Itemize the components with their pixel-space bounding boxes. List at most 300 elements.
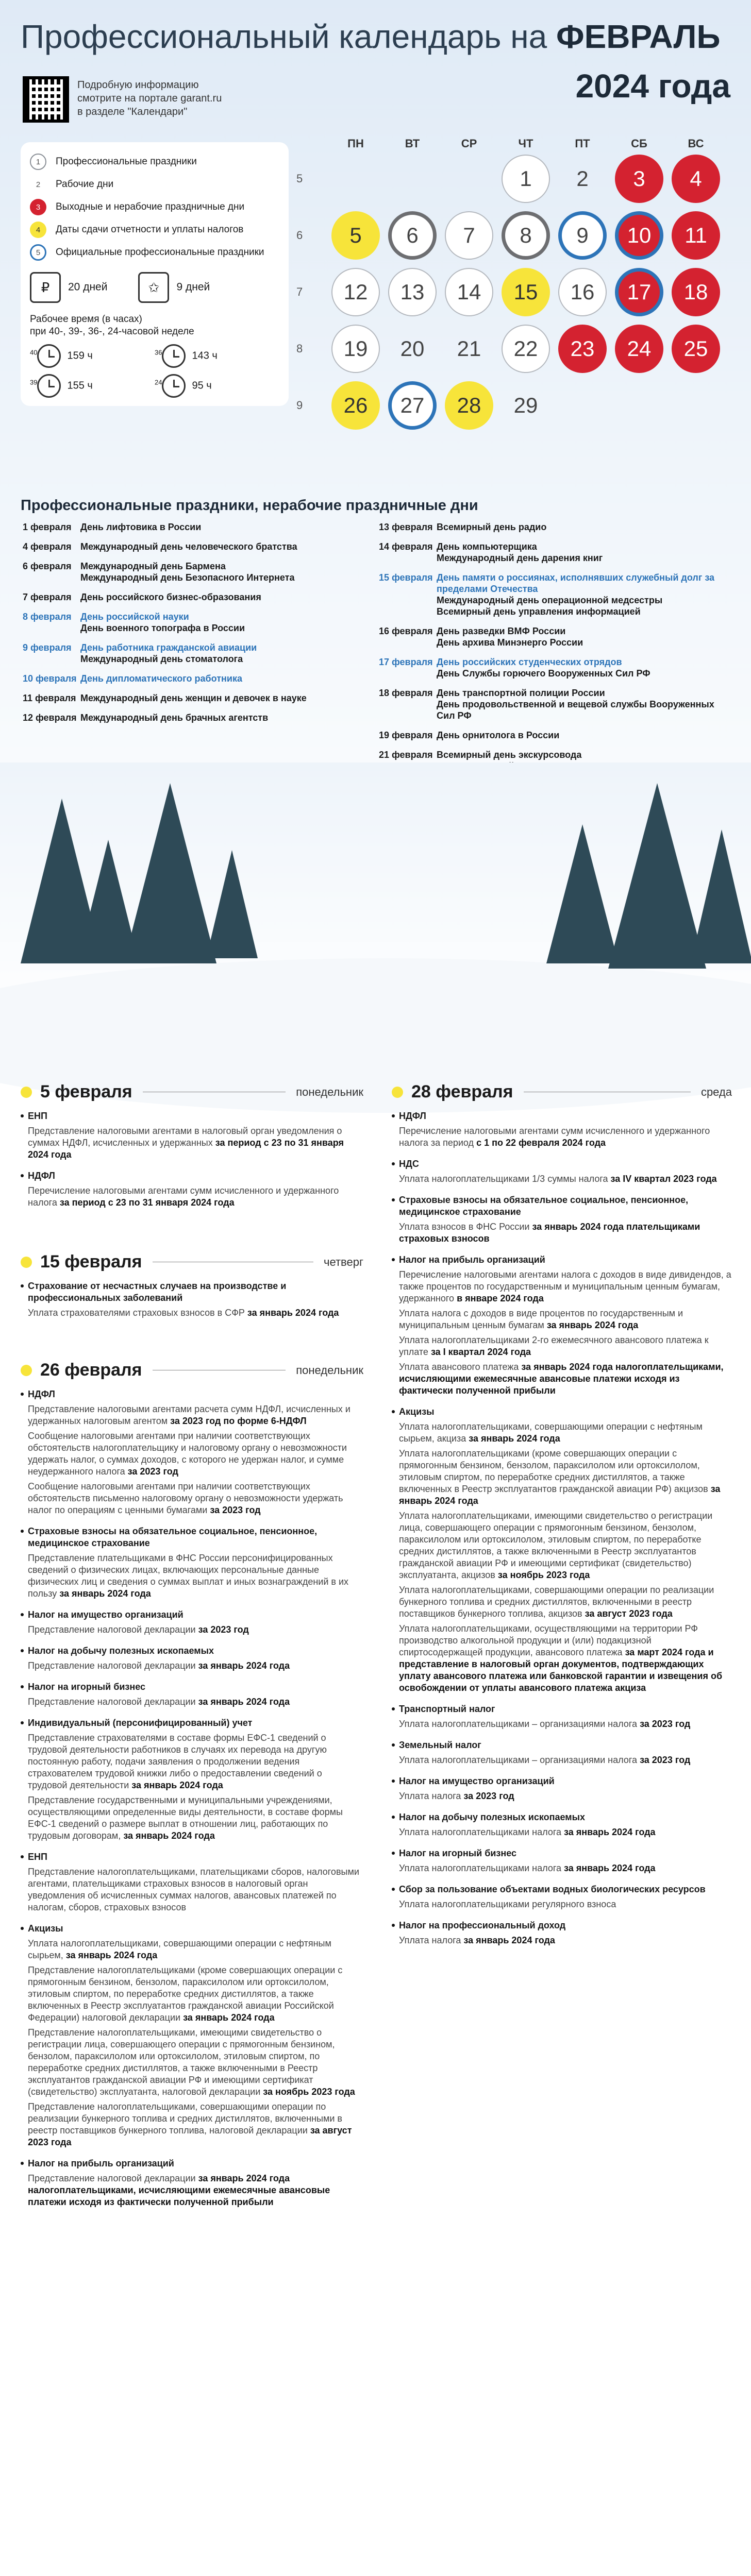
weekday-label: ВС: [688, 137, 704, 150]
deadline-text: [21, 1403, 363, 1427]
calendar-day[interactable]: 10: [615, 211, 663, 260]
holiday-entry: [23, 561, 342, 583]
deadline-desc: Представление налоговой декларации: [28, 1697, 196, 1707]
deadline-period: за январь 2024 года: [564, 1827, 656, 1837]
calendar-day[interactable]: 1: [502, 155, 550, 203]
calendar-day[interactable]: 3: [615, 155, 663, 203]
ruble-icon: ₽: [30, 272, 61, 303]
deadline-text: [21, 1430, 363, 1478]
legend-item: [30, 150, 279, 173]
holiday-date: 12 февраля: [23, 713, 77, 723]
deadline-section-28: 28 февраля среда НДФЛ Перечисление налоговыми агентами сумм исчисленного и удержанного налога за период с 1 по 22 февраля 2024 года НДС Уплата налогоплательщиками 1/3 суммы налога за IV квартал 2023 года Страховые взносы на обязательное социальное, пенсионное, медицинское страхование Уплата взносов в ФНС России за январь 2024 года плательщиками страховых взносов Налог на прибыль организаций Перечисление налоговыми агентами налога с доходов в виде дивидендов, а также процентов по государственным и муниципальным ценным бумагам, удержанного в январе 2024 года Уплата налога с доходов в виде процентов по государственным и муниципальным ценным бумагам за январь 2024 года Уплата налогоплательщиками 2-го ежемесячного авансового платежа к уплате за I квартал 2024 года Уплата авансового платежа за январь 2024 года налогоплательщиками, исчисляющими ежемесячные авансовые платежи исходя из фактически полученной прибыли Акцизы Уплата налогоплательщиками, совершающими операции с нефтяным сырьем, акциза за январь 2024 года Уплата налогоплательщиками (кроме совершающих операции с прямогонным бензином, бензолом, параксилолом или ортоксилолом, этиловым спиртом, по переработке средних дистиллятов, а также включенных в Реестр эксплуатантов гражданской авиации РФ) акцизов за январь 2024 года Уплата налогоплательщиками, имеющими свидетельство о регистрации лица, совершающего операции с прямогонным бензином, бензолом, параксилолом или ортоксилолом, этиловым спиртом, по переработке средних дистиллятов, а также включенными в Реестр эксплуатантов гражданской авиации РФ и имеющими сертификат (свидетельство) эксплуатанта, акцизов за ноябрь 2023 года Уплата налогоплательщиками, совершающими операции по реализации бункерного топлива и средних дистиллятов, включенными в реестр поставщиков бункерного топлива, акцизов за август 2023 года Уплата налогоплательщиками, осуществляющими на территории РФ производство алкогольной продукции и (или) подакцизной спиртосодержащей продукции, авансового платежа за март 2024 года и представление в налоговый орган документов, подтверждающих уплату авансового платежа или банковской гарантии и извещения об освобождении от уплаты авансового платежа акциза Транспортный налог Уплата налогоплательщиками – организациями налога за 2023 год Земельный налог Уплата налогоплательщиками – организациями налога за 2023 год Налог на имущество организаций Уплата налога за 2023 год Налог на добычу полезных ископаемых Уплата налогоплательщиками налога за январь 2024 года Налог на игорный бизнес Уплата налогоплательщиками налога за январь 2024 года Сбор за пользование объектами водных биологических ресурсов Уплата налогоплательщиками регулярного взноса Налог на профессиональный доход Уплата налога за январь 2024 года: [392, 1082, 732, 1946]
holiday-name: День орнитолога в России: [437, 730, 560, 740]
deadline-heading: Налог на имущество организаций: [21, 1609, 363, 1621]
deadline-heading: Страхование от несчастных случаев на производстве и профессиональных заболеваний: [21, 1280, 363, 1304]
holiday-date: 17 февраля: [379, 657, 433, 667]
hours-item: [155, 344, 279, 368]
deadline-text: [21, 1552, 363, 1600]
deadline-heading: ЕНП: [21, 1110, 363, 1122]
legend-marker: 5: [30, 244, 46, 261]
calendar-cell: [611, 268, 667, 316]
deadline-desc: Перечисление налоговыми агентами сумм исчисленного и удержанного налога: [28, 1185, 339, 1208]
deadline-period: за I квартал 2024 года: [430, 1347, 531, 1357]
deadline-text: [392, 1623, 732, 1694]
deadline-desc: Уплата налогоплательщиками (кроме совершающих операции с прямогонным бензином, бензолом, параксилолом или ортоксилолом, этиловым спиртом, по переработке средних дистиллятов, а также включенных в Реестр эксплуатантов гражданской авиации РФ) акцизов: [399, 1448, 708, 1494]
deadline-period: за январь 2024 года налогоплательщиками, исчисляющими ежемесячные авансовые платежи исходя из фактически полученной прибыли: [28, 2173, 330, 2207]
deadline-dot-icon: [21, 1257, 32, 1268]
deadline-text: [392, 1361, 732, 1397]
deadline-desc: Представление налоговыми агентами расчета сумм НДФЛ, исчисленных и удержанных налоговым агентом: [28, 1404, 351, 1426]
deadline-desc: Представление страхователями в составе формы ЕФС-1 сведений о трудовой деятельности работников в случаях их перевода на другую постоянную работу, подачи заявления о продолжении ведения страхователем трудовой книжки либо о предоставлении сведений о трудовой деятельности: [28, 1733, 327, 1790]
calendar-day[interactable]: 24: [615, 325, 663, 373]
holiday-name: День дипломатического работника: [80, 673, 242, 684]
clock-icon: [37, 374, 61, 398]
holiday-date: 11 февраля: [23, 693, 76, 703]
calendar-cell: [611, 325, 667, 373]
deadline-heading: Страховые взносы на обязательное социальное, пенсионное, медицинское страхование: [392, 1194, 732, 1218]
deadline-heading: Акцизы: [21, 1923, 363, 1935]
calendar-cell: [441, 325, 497, 373]
deadline-desc: Представление налоговой декларации: [28, 1660, 196, 1671]
clock-icon: [37, 344, 61, 368]
holiday-names: [80, 712, 268, 723]
calendar-day[interactable]: 12: [331, 268, 380, 316]
deadline-heading: НДФЛ: [21, 1388, 363, 1400]
deadline-desc: Уплата налога с доходов в виде процентов по государственным и муниципальным ценным бумагам: [399, 1308, 683, 1330]
calendar-day[interactable]: 17: [615, 268, 663, 316]
calendar-day[interactable]: 29: [513, 393, 538, 417]
weekday-label: СР: [461, 137, 477, 150]
deadline-heading: Налог на профессиональный доход: [392, 1920, 732, 1931]
holiday-name: День транспортной полиции России: [437, 688, 605, 698]
deadline-text: [21, 1624, 363, 1636]
holiday-entry: [23, 673, 342, 684]
hours-value: 159 ч: [67, 350, 93, 362]
holiday-date: 6 февраля: [23, 561, 72, 571]
calendar-cell: [384, 381, 441, 430]
holidays-title: Профессиональные праздники, нерабочие праздничные дни: [21, 497, 478, 514]
legend-label: Выходные и нерабочие праздничные дни: [56, 201, 245, 212]
holiday-name: Международный день операционной медсестры: [437, 595, 663, 605]
deadline-heading: НДФЛ: [392, 1110, 732, 1122]
legend-marker: 2: [30, 176, 46, 193]
calendar-day[interactable]: 14: [445, 268, 493, 316]
deadline-text: [21, 1938, 363, 1961]
weekday-label: СБ: [631, 137, 647, 150]
holiday-entry: [379, 730, 729, 741]
holiday-names: [437, 730, 559, 741]
week-number: 8: [296, 342, 303, 355]
deadline-text: [392, 1826, 732, 1838]
deadline-period: за январь 2024 года: [546, 1320, 639, 1330]
deadline-period: за 2023 год: [127, 1466, 178, 1477]
calendar-cell: [667, 155, 724, 203]
holiday-name: День российских студенческих отрядов: [437, 657, 622, 667]
holiday-name: День компьютерщика: [437, 541, 537, 552]
holiday-date: 21 февраля: [379, 750, 433, 760]
deadline-desc: Перечисление налоговыми агентами сумм исчисленного и удержанного налога за период: [399, 1126, 710, 1148]
calendar-grid: [296, 137, 729, 434]
deadline-period: за январь 2024 года: [131, 1780, 223, 1790]
holiday-entry: [23, 642, 342, 665]
deadline-text: [21, 1696, 363, 1708]
holiday-name: День продовольственной и вещевой службы Вооруженных Сил РФ: [437, 699, 714, 721]
weekday-label: ЧТ: [518, 137, 533, 150]
holiday-name: День российского бизнес-образования: [80, 592, 261, 602]
legend-item: [30, 173, 279, 196]
calendar-day[interactable]: 9: [558, 211, 607, 260]
hours-item: [155, 374, 279, 398]
calendar-day[interactable]: 7: [445, 211, 493, 260]
deadline-desc: Уплата страхователями страховых взносов в СФР: [28, 1308, 245, 1318]
legend-item: [30, 218, 279, 241]
holiday-name: Всемирный день экскурсовода: [437, 750, 582, 760]
holiday-entry: [23, 541, 342, 552]
calendar-day[interactable]: 6: [388, 211, 437, 260]
deadline-text: [392, 1790, 732, 1802]
calendar-week: [296, 264, 729, 320]
info-text: Подробную информацию смотрите на портале garant.ru в разделе "Календари": [77, 79, 222, 117]
calendar-cell: [667, 325, 724, 373]
week-number: 7: [296, 285, 303, 298]
calendar-day[interactable]: 2: [576, 166, 589, 191]
deadline-period: за январь 2024 года: [399, 1484, 721, 1506]
deadline-desc: Представление налогоплательщиками (кроме совершающих операции с прямогонным бензином, бензолом, параксилолом или ортоксилолом, этиловым спиртом, по переработке средних дистиллятов, а также включенных в Реестр эксплуатантов гражданской авиации Российской Федерации) налоговой декларации: [28, 1965, 343, 2023]
holiday-date: 7 февраля: [23, 592, 72, 602]
deadline-desc: Представление налоговой декларации: [28, 2173, 196, 2183]
deadline-heading: Налог на прибыль организаций: [392, 1254, 732, 1266]
holiday-names: [437, 656, 650, 679]
deadline-section-15: 15 февраля четверг Страхование от несчастных случаев на производстве и профессиональных заболеваний Уплата страхователями страховых взносов в СФР за январь 2024 года: [21, 1252, 363, 1319]
deadline-period: за август 2023 года: [28, 2125, 352, 2147]
legend-item: [30, 196, 279, 218]
calendar-day[interactable]: 28: [445, 381, 493, 430]
deadline-text: [392, 1269, 732, 1304]
calendar-cell: [554, 325, 611, 373]
deadline-text: [392, 1718, 732, 1730]
off-days-count: ✩ 9 дней: [138, 272, 210, 303]
calendar-week: [296, 320, 729, 377]
page-title: Профессиональный календарь на ФЕВРАЛЬ: [21, 18, 721, 55]
deadline-heading: Транспортный налог: [392, 1703, 732, 1715]
deadline-desc: Уплата авансового платежа: [399, 1362, 519, 1372]
calendar-day[interactable]: 25: [672, 325, 720, 373]
holiday-names: [80, 692, 307, 704]
deadline-period: за 2023 год: [198, 1624, 249, 1635]
holiday-names: [80, 591, 261, 603]
holiday-name: Всемирный день радио: [437, 522, 547, 532]
deadline-text: [392, 1584, 732, 1620]
deadline-period: за январь 2024 года налогоплательщиками, исчисляющими ежемесячные авансовые платежи исходя из фактически полученной прибыли: [399, 1362, 724, 1396]
legend-panel: [21, 142, 289, 406]
weekday-label: ПТ: [575, 137, 590, 150]
holidays-left: [23, 521, 342, 732]
holiday-names: [437, 572, 729, 617]
deadline-heading: Налог на игорный бизнес: [21, 1681, 363, 1693]
calendar-day[interactable]: 23: [558, 325, 607, 373]
legend-marker: 4: [30, 222, 46, 238]
deadline-desc: Уплата налогоплательщиками – организациями налога: [399, 1719, 638, 1729]
holiday-entry: [23, 521, 342, 533]
star-icon: ✩: [138, 272, 169, 303]
calendar-day[interactable]: 20: [400, 336, 425, 361]
calendar-week: [296, 150, 729, 207]
holiday-entry: [23, 692, 342, 704]
holiday-date: 9 февраля: [23, 642, 72, 653]
holiday-names: [437, 541, 603, 564]
deadline-period: за январь 2024 года: [198, 1660, 290, 1671]
deadline-desc: Уплата налогоплательщиками налога: [399, 1863, 562, 1873]
hours-week: 39: [30, 378, 38, 386]
holiday-name: Всемирный день управления информацией: [437, 606, 641, 617]
hours-item: [30, 344, 155, 368]
deadline-desc: Представление налогоплательщиками, имеющими свидетельство о регистрации лица, совершающего операции с прямогонным бензином, бензолом, параксилолом или ортоксилолом, этиловым спиртом, по переработке средних дистиллятов, а также включенными в Реестр эксплуатантов гражданской авиации РФ и имеющими сертификат (свидетельство) эксплуатанта, налоговой декларации: [28, 2027, 335, 2097]
deadline-period: за январь 2024 года: [59, 1588, 151, 1599]
deadline-dot-icon: [21, 1365, 32, 1376]
deadline-text: [392, 1421, 732, 1445]
holiday-entry: [379, 521, 729, 533]
deadline-desc: Уплата взносов в ФНС России: [399, 1222, 530, 1232]
deadline-heading: Акцизы: [392, 1406, 732, 1418]
qr-code[interactable]: [23, 76, 69, 123]
holiday-name: Международный день человеческого братства: [80, 541, 297, 552]
holiday-date: 1 февраля: [23, 522, 72, 532]
holiday-names: [80, 561, 295, 583]
deadline-text: [392, 1935, 732, 1946]
holiday-name: Международный день женщин и девочек в науке: [80, 693, 307, 703]
deadline-desc: Уплата налогоплательщиками, осуществляющими на территории РФ производство алкогольной продукции и (или) подакцизной спиртосодержащей продукции, авансового платежа: [399, 1623, 698, 1657]
weekday-label: ВТ: [405, 137, 420, 150]
calendar-week: [296, 207, 729, 264]
holiday-name: Международный день стоматолога: [80, 654, 243, 664]
deadline-period: за ноябрь 2023 года: [497, 1570, 590, 1580]
deadline-desc: Уплата налогоплательщиками, совершающими операции с нефтяным сырьем, акциза: [399, 1421, 703, 1444]
deadline-desc: Перечисление налоговыми агентами налога с доходов в виде дивидендов, а также процентов по государственным и муниципальным ценным бумагам, удержанного: [399, 1269, 731, 1303]
deadline-period: за период с 23 по 31 января 2024 года: [59, 1197, 235, 1208]
deadline-period: за январь 2024 года: [123, 1831, 215, 1841]
hours-week: 24: [155, 378, 162, 386]
calendar-day[interactable]: 5: [331, 211, 380, 260]
deadline-desc: Уплата налогоплательщиками регулярного взноса: [399, 1899, 616, 1909]
deadline-text: [21, 1794, 363, 1842]
work-days-count: ₽ 20 дней: [30, 272, 107, 303]
legend-label: Даты сдачи отчетности и уплаты налогов: [56, 224, 244, 235]
calendar-cell: [441, 381, 497, 430]
holiday-name: День архива Минэнерго России: [437, 637, 583, 648]
deadline-heading: НДФЛ: [21, 1170, 363, 1182]
deadline-heading: Налог на прибыль организаций: [21, 2158, 363, 2170]
holiday-date: 10 февраля: [23, 673, 77, 684]
calendar-cell: [554, 155, 611, 203]
holiday-entry: [379, 625, 729, 648]
holiday-names: [80, 611, 245, 634]
deadline-heading: Налог на имущество организаций: [392, 1775, 732, 1787]
deadline-period: за период с 23 по 31 января 2024 года: [28, 1138, 344, 1160]
calendar-cell: [554, 268, 611, 316]
calendar-day[interactable]: 4: [672, 155, 720, 203]
hours-value: 95 ч: [192, 380, 212, 392]
weekday-label: ПН: [347, 137, 364, 150]
deadline-period: за 2023 год: [640, 1755, 691, 1765]
deadline-desc: Уплата налогоплательщиками – организациями налога: [399, 1755, 638, 1765]
clock-icon: [162, 374, 186, 398]
calendar-cell: [441, 268, 497, 316]
holiday-entry: [379, 687, 729, 721]
deadline-heading: Сбор за пользование объектами водных биологических ресурсов: [392, 1884, 732, 1895]
deadline-heading: Индивидуальный (персонифицированный) учет: [21, 1717, 363, 1729]
deadline-desc: Уплата налога: [399, 1791, 461, 1801]
hours-week: 36: [155, 348, 162, 357]
holiday-date: 13 февраля: [379, 522, 433, 532]
holiday-entry: [379, 541, 729, 564]
holiday-name: Международный день Бармена: [80, 561, 226, 571]
deadline-section-5: 5 февраля понедельник ЕНП Представление налоговыми агентами в налоговый орган уведомления о суммах НДФЛ, исчисленных и удержанных за период с 23 по 31 января 2024 года НДФЛ Перечисление налоговыми агентами сумм исчисленного и удержанного налога за период с 23 по 31 января 2024 года: [21, 1082, 363, 1209]
deadline-text: [21, 2173, 363, 2208]
deadline-period: за 2023 год: [640, 1719, 691, 1729]
calendar-cell: [497, 155, 554, 203]
deadline-text: [21, 1660, 363, 1672]
deadline-period: за январь 2024 года: [463, 1935, 555, 1945]
holiday-names: [437, 687, 729, 721]
hours-value: 143 ч: [192, 350, 218, 362]
calendar-cell: [611, 155, 667, 203]
year-label: 2024 года: [575, 67, 730, 105]
holiday-names: [437, 521, 546, 533]
deadline-heading: Налог на добычу полезных ископаемых: [392, 1811, 732, 1823]
calendar-day[interactable]: 15: [502, 268, 550, 316]
holiday-entry: [379, 656, 729, 679]
deadline-period: за январь 2024 года: [183, 2012, 275, 2023]
calendar-cell: [327, 381, 384, 430]
holiday-entry: [23, 591, 342, 603]
deadline-period: за январь 2024 года плательщиками страховых взносов: [399, 1222, 700, 1244]
calendar-cell: [497, 211, 554, 260]
holiday-date: 4 февраля: [23, 541, 72, 552]
calendar-cell: [327, 325, 384, 373]
deadline-desc: Уплата налогоплательщиками, совершающими операции с нефтяным сырьем,: [28, 1938, 331, 1960]
calendar-cell: [667, 268, 724, 316]
deadline-desc: Представление плательщиками в ФНС России персонифицированных сведений о физических лицах, включающих персональные данные физических лиц и сведения о суммах выплат и иных вознаграждений в их пользу: [28, 1553, 349, 1599]
holiday-name: День работника гражданской авиации: [80, 642, 257, 653]
deadline-desc: Представление налоговыми агентами в налоговый орган уведомления о суммах НДФЛ, исчисленных и удержанных: [28, 1126, 342, 1148]
deadline-text: [21, 1307, 363, 1319]
deadline-desc: Уплата налогоплательщиками 1/3 суммы налога: [399, 1174, 608, 1184]
holiday-name: День Службы горючего Вооруженных Сил РФ: [437, 668, 650, 679]
deadline-heading: Налог на игорный бизнес: [392, 1848, 732, 1859]
deadline-text: [392, 1221, 732, 1245]
deadline-text: [392, 1125, 732, 1149]
deadline-text: [21, 1125, 363, 1161]
deadline-desc: Уплата налога: [399, 1935, 461, 1945]
calendar-day[interactable]: 18: [672, 268, 720, 316]
calendar-day[interactable]: 26: [331, 381, 380, 430]
holiday-name: Международный день Безопасного Интернета: [80, 572, 295, 583]
calendar-cell: [554, 211, 611, 260]
week-number: 9: [296, 399, 303, 412]
holiday-name: День российской науки: [80, 612, 189, 622]
week-number: 6: [296, 229, 303, 242]
legend-item: [30, 241, 279, 264]
deadline-text: [392, 1173, 732, 1185]
calendar-day[interactable]: 21: [457, 336, 481, 361]
legend-label: Рабочие дни: [56, 179, 114, 190]
deadline-period: за ноябрь 2023 года: [263, 2087, 355, 2097]
deadline-desc: Уплата налогоплательщиками 2-го ежемесячного авансового платежа к уплате: [399, 1335, 709, 1357]
deadline-period: за январь 2024 года: [564, 1863, 656, 1873]
deadline-text: [21, 1732, 363, 1791]
deadline-text: [21, 2027, 363, 2098]
deadline-dot-icon: [21, 1087, 32, 1098]
hours-value: 155 ч: [67, 380, 93, 392]
holiday-names: [80, 521, 201, 533]
deadline-text: [392, 1448, 732, 1507]
deadline-text: [21, 1964, 363, 2024]
calendar-cell: [497, 381, 554, 430]
deadline-text: [21, 2101, 363, 2148]
deadline-text: [392, 1754, 732, 1766]
holiday-names: [437, 625, 583, 648]
calendar-cell: [667, 211, 724, 260]
deadline-desc: Представление налоговой декларации: [28, 1624, 196, 1635]
holiday-name: День военного топографа в России: [80, 623, 245, 633]
deadline-period: за январь 2024 года: [469, 1433, 560, 1444]
calendar-cell: [384, 268, 441, 316]
hours-week: 40: [30, 348, 38, 357]
deadline-period: за 2023 год: [463, 1791, 514, 1801]
deadline-text: [392, 1308, 732, 1331]
calendar-day[interactable]: 13: [388, 268, 437, 316]
calendar-day[interactable]: 27: [388, 381, 437, 430]
deadline-desc: Уплата налогоплательщиками, имеющими свидетельство о регистрации лица, совершающего операции с прямогонным бензином, бензолом, параксилолом или ортоксилолом, этиловым спиртом, по переработке средних дистиллятов, а также включенными в Реестр эксплуатантов гражданской авиации РФ и имеющими сертификат (свидетельство) эксплуатанта, акцизов: [399, 1511, 713, 1580]
deadline-text: [21, 1481, 363, 1516]
week-number: 5: [296, 172, 303, 185]
calendar-day[interactable]: 11: [672, 211, 720, 260]
deadline-heading: Земельный налог: [392, 1739, 732, 1751]
deadline-text: [392, 1510, 732, 1581]
calendar-day[interactable]: 19: [331, 325, 380, 373]
deadline-section-26: 26 февраля понедельник НДФЛ Представление налоговыми агентами расчета сумм НДФЛ, исчисленных и удержанных налоговым агентом за 2023 год по форме 6-НДФЛ Сообщение налоговыми агентами при наличии соответствующих обстоятельств налогоплательщику и налоговому органу о невозможности удержать налог, о суммах доходов, с которого не удержан налог, и сумме неудержанного налога за 2023 год Сообщение налоговыми агентами при наличии соответствующих обстоятельств письменно налоговому органу о невозможности удержать налог по операциям с ценными бумагами за 2023 год Страховые взносы на обязательное социальное, пенсионное, медицинское страхование Представление плательщиками в ФНС России персонифицированных сведений о физических лицах, включающих персональные данные физических лиц и сведения о суммах выплат и иных вознаграждений в их пользу за январь 2024 года Налог на имущество организаций Представление налоговой декларации за 2023 год Налог на добычу полезных ископаемых Представление налоговой декларации за январь 2024 года Налог на игорный бизнес Представление налоговой декларации за январь 2024 года Индивидуальный (персонифицированный) учет Представление страхователями в составе формы ЕФС-1 сведений о трудовой деятельности работников в случаях их перевода на другую постоянную работу, подачи заявления о продолжении ведения страхователем трудовой книжки либо о предоставлении сведений о трудовой деятельности за январь 2024 года Представление государственными и муниципальными учреждениями, осуществляющими определенные виды деятельности, в составе формы ЕФС-1 сведений о размере выплат в отношении лиц, работающих по трудовым договорам, за январь 2024 года ЕНП Представление налогоплательщиками, плательщиками сборов, налоговыми агентами, плательщиками страховых взносов в налоговый орган уведомления об исчисленных суммах налогов, авансовых платежей по налогам, сборов, страховых взносов Акцизы Уплата налогоплательщиками, совершающими операции с нефтяным сырьем, за январь 2024 года Представление налогоплательщиками (кроме совершающих операции с прямогонным бензином, бензолом, параксилолом или ортоксилолом, этиловым спиртом, по переработке средних дистиллятов, а также включенных в Реестр эксплуатантов гражданской авиации Российской Федерации) налоговой декларации за январь 2024 года Представление налогоплательщиками, имеющими свидетельство о регистрации лица, совершающего операции с прямогонным бензином, бензолом, параксилолом или ортоксилолом, этиловым спиртом, по переработке средних дистиллятов, а также включенными в Реестр эксплуатантов гражданской авиации РФ и имеющими сертификат (свидетельство) эксплуатанта, налоговой декларации за ноябрь 2023 года Представление налогоплательщиками, совершающими операции по реализации бункерного топлива и средних дистиллятов, включенными в реестр поставщиков бункерного топлива, налоговой декларации за август 2023 года Налог на прибыль организаций Представление налоговой декларации за январь 2024 года налогоплательщиками, исчисляющими ежемесячные авансовые платежи исходя из фактически полученной прибыли: [21, 1360, 363, 2208]
holiday-names: [80, 541, 297, 552]
deadline-text: [392, 1862, 732, 1874]
holiday-names: [80, 642, 257, 665]
calendar-cell: [497, 325, 554, 373]
holiday-date: 19 февраля: [379, 730, 433, 740]
holiday-entry: [379, 572, 729, 617]
calendar-day[interactable]: 22: [502, 325, 550, 373]
deadline-text: [392, 1334, 732, 1358]
holiday-name: День лифтовика в России: [80, 522, 202, 532]
holiday-name: Международный день дарения книг: [437, 553, 603, 563]
legend-label: Официальные профессиональные праздники: [56, 247, 264, 258]
calendar-day[interactable]: 16: [558, 268, 607, 316]
calendar-cell: [384, 325, 441, 373]
deadline-period: за март 2024 года и представление в налоговый орган документов, подтверждающих уплату авансового платежа или банковской гарантии и извещения об освобождении от уплаты авансового платежа акциза: [399, 1647, 723, 1693]
calendar-cell: [327, 268, 384, 316]
deadline-period: в январе 2024 года: [457, 1293, 544, 1303]
deadline-period: за январь 2024 года: [247, 1308, 339, 1318]
holiday-name: День разведки ВМФ России: [437, 626, 566, 636]
deadline-heading: НДС: [392, 1158, 732, 1170]
calendar-day[interactable]: 8: [502, 211, 550, 260]
legend-marker: 1: [30, 154, 46, 170]
deadline-period: за 2023 год по форме 6-НДФЛ: [170, 1416, 307, 1426]
deadline-desc: Уплата налогоплательщиками налога: [399, 1827, 562, 1837]
calendar-cell: [384, 211, 441, 260]
deadline-desc: Сообщение налоговыми агентами при наличии соответствующих обстоятельств налогоплательщику и налоговому органу о невозможности удержать налог, о суммах доходов, с которого не удержан налог, и сумме неудержанного налога: [28, 1431, 347, 1477]
clock-icon: [162, 344, 186, 368]
deadline-heading: Страховые взносы на обязательное социальное, пенсионное, медицинское страхование: [21, 1526, 363, 1549]
holiday-names: [80, 673, 242, 684]
